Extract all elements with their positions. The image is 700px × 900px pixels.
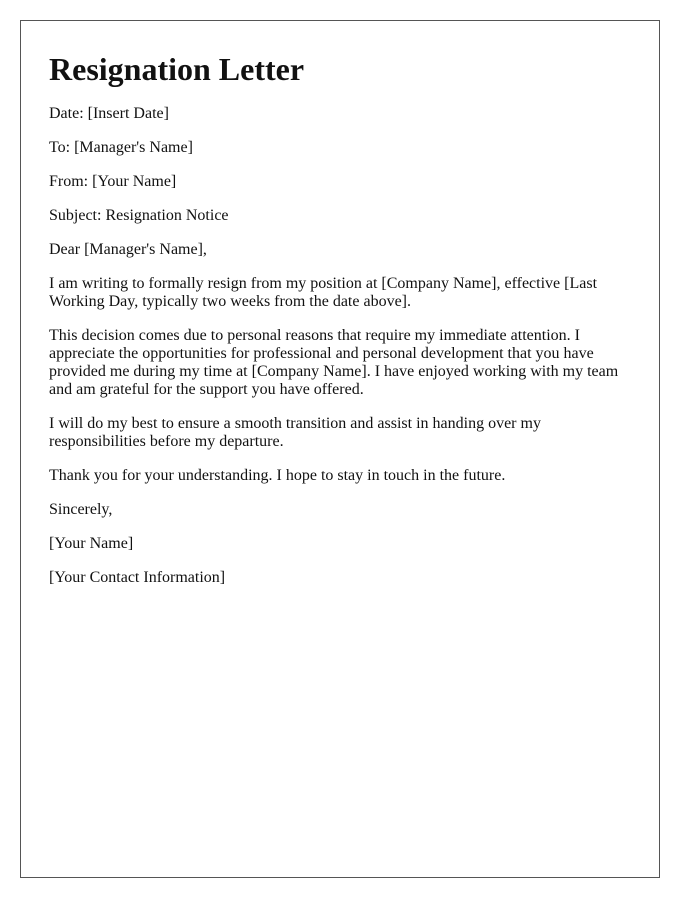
letter-page (20, 20, 660, 878)
contact-information: [Your Contact Information] (49, 569, 226, 586)
body-paragraph-transition: I will do my best to ensure a smooth transition and assist in handing over my responsibilities before my departure. (49, 415, 541, 450)
salutation: Dear [Manager's Name], (49, 241, 207, 258)
body-paragraph-resignation: I am writing to formally resign from my position at [Company Name], effective [Last Working Day, typically two weeks from the date above]. (49, 275, 598, 310)
body-paragraph-thanks: Thank you for your understanding. I hope to stay in touch in the future. (49, 467, 506, 484)
letter-title: Resignation Letter (49, 51, 305, 87)
signature-name: [Your Name] (49, 535, 134, 552)
body-paragraph-reasons: This decision comes due to personal reasons that require my immediate attention. I appreciate the opportunities for professional and personal development that you have provided me during my time at [Company Name]. I have enjoyed working with my team and am grateful for the support you have offered. (49, 327, 619, 398)
subject-line: Subject: Resignation Notice (49, 207, 229, 224)
closing: Sincerely, (49, 501, 113, 518)
letter-content (49, 51, 629, 603)
sender-line: From: [Your Name] (49, 173, 177, 190)
date-line: Date: [Insert Date] (49, 105, 169, 122)
recipient-line: To: [Manager's Name] (49, 139, 193, 156)
